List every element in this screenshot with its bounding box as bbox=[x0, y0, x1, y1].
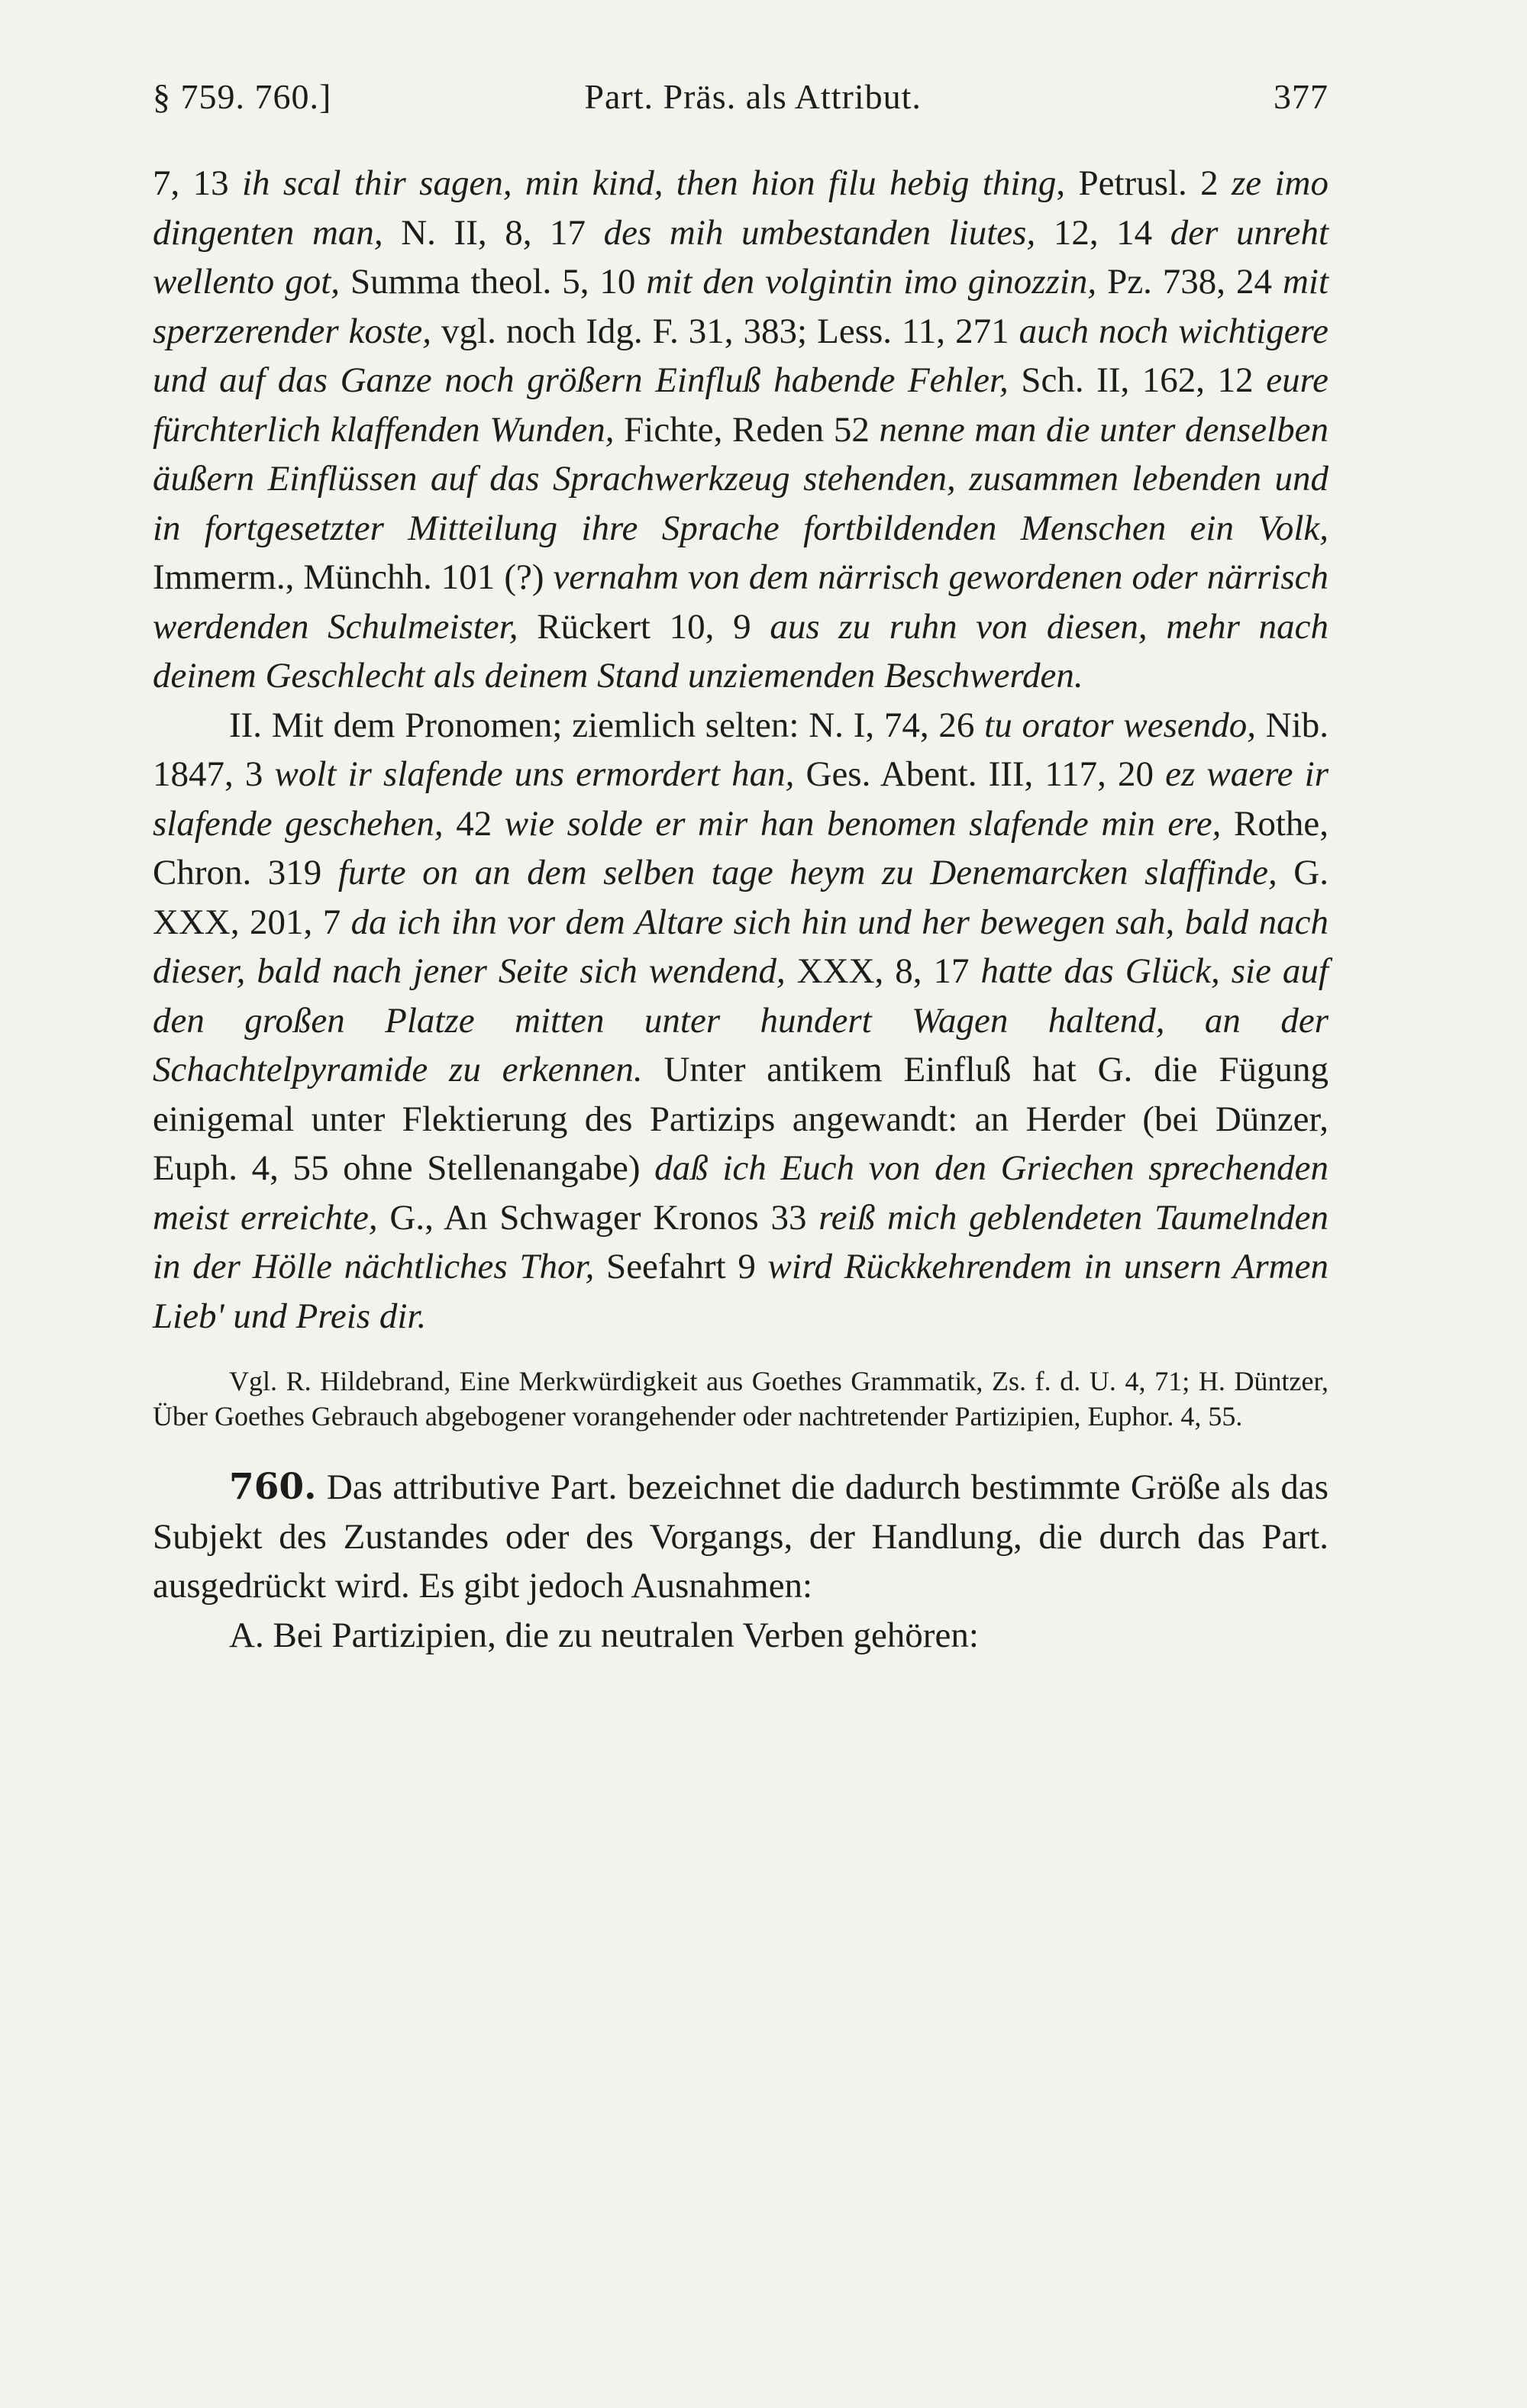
citation-text: G. XXX, 201, 7 bbox=[153, 853, 1328, 942]
quotation-text: daß ich Euch von den Griechen sprechenden meist erreichte, bbox=[153, 1148, 1328, 1238]
citation-text: II. Mit dem Pronomen; ziemlich selten: N. I, 74, 26 bbox=[229, 705, 985, 745]
citation-text: 7, 13 bbox=[153, 163, 242, 203]
note-text: Vgl. R. Hildebrand, Eine Merkwürdigkeit aus Goethes Grammatik, Zs. f. d. U. 4, 71; H. Düntzer, Über Goethes Gebrauch abgebogener vorangehender oder nachtretender Partizipien, Euphor. 4, 55. bbox=[153, 1366, 1328, 1432]
quotation-text: eure fürchterlich klaffenden Wunden, bbox=[153, 360, 1328, 450]
citation-text: 42 bbox=[443, 803, 505, 844]
quotation-text: mit sperzerender koste, bbox=[153, 262, 1329, 351]
citation-text: N. II, 8, 17 bbox=[383, 212, 604, 253]
citation-text: Fichte, Reden 52 bbox=[614, 409, 880, 450]
quotation-text: mit den volgintin imo ginozzin, bbox=[646, 262, 1097, 302]
section-reference: § 759. 760.] bbox=[153, 77, 332, 116]
citation-text: Immerm., Münchh. 101 (?) bbox=[153, 557, 554, 597]
citation-text: 12, 14 bbox=[1035, 212, 1170, 253]
quotation-text: der unreht wellento got, bbox=[153, 212, 1329, 302]
citation-text: XXX, 8, 17 bbox=[785, 951, 981, 991]
citation-text: Ges. Abent. III, 117, 20 bbox=[794, 754, 1166, 794]
footnote-reference bbox=[153, 1364, 1328, 1434]
quotation-text: wie solde er mir han benomen slafende min ere, bbox=[504, 803, 1222, 844]
quotation-text: hatte das Glück, sie auf den großen Platze mitten unter hundert Wagen haltend, an der Schachtelpyramide zu erkennen. bbox=[153, 951, 1328, 1089]
section-760-text: Das attributive Part. bezeichnet die dadurch bestimmte Größe als das Subjekt des Zustandes oder des Vorgangs, der Handlung, die durch das Part. ausgedrückt wird. Es gibt jedoch Ausnahmen: bbox=[153, 1467, 1328, 1606]
quotation-text: wolt ir slafende uns ermordert han, bbox=[274, 754, 795, 794]
section-760 bbox=[153, 1463, 1328, 1660]
paragraph-examples-continued bbox=[153, 159, 1328, 701]
citation-text: Seefahrt 9 bbox=[594, 1247, 768, 1286]
citation-text: Unter antikem Einfluß hat G. die Fügung einigemal unter Flektierung des Partizips angewandt: an Herder (bei Dünzer, Euph. 4, 55 ohne Stellenangabe) bbox=[153, 1050, 1328, 1188]
main-text bbox=[153, 159, 1328, 1341]
quotation-text: ez waere ir slafende geschehen, bbox=[153, 754, 1329, 844]
quotation-text: furte on an dem selben tage heym zu Denemarcken slaffinde, bbox=[337, 853, 1277, 893]
citation-text: Pz. 738, 24 bbox=[1096, 262, 1283, 302]
citation-text: vgl. noch Idg. F. 31, 383; Less. 11, 271 bbox=[431, 311, 1019, 351]
citation-text: Sch. II, 162, 12 bbox=[1008, 360, 1267, 400]
quotation-text: wird Rückkehrendem in unsern Armen Lieb' und Preis dir. bbox=[153, 1247, 1328, 1336]
running-title: Part. Präs. als Attribut. bbox=[584, 77, 922, 116]
quotation-text: auch noch wichtigere und auf das Ganze noch größern Einfluß habende Fehler, bbox=[153, 311, 1329, 400]
paragraph-pronoun bbox=[153, 701, 1328, 1341]
quotation-text: ih scal thir sagen, min kind, then hion filu hebig thing bbox=[241, 163, 1057, 203]
citation-text: G., An Schwager Kronos 33 bbox=[377, 1197, 819, 1238]
quotation-text: da ich ihn vor dem Altare sich hin und her bewegen sah, bald nach dieser, bald nach jener Seite sich wendend, bbox=[153, 902, 1329, 991]
section-760-paragraph bbox=[153, 1463, 1328, 1611]
quotation-text: nenne man die unter denselben äußern Einflüssen auf das Sprachwerkzeug stehenden, zusammen lebenden und in fortgesetzter Mitteilung ihre Sprache fortbildenden Menschen ein Volk, bbox=[153, 409, 1328, 548]
citation-text: Rothe, Chron. 319 bbox=[153, 803, 1328, 893]
paragraph-a: A. Bei Partizipien, die zu neutralen Verben gehören: bbox=[229, 1615, 979, 1655]
running-header bbox=[153, 76, 1328, 130]
citation-text: , Petrusl. 2 bbox=[1056, 163, 1232, 203]
citation-text: Rückert 10, 9 bbox=[518, 606, 770, 647]
quotation-text: vernahm von dem närrisch gewordenen oder närrisch werdenden Schulmeister, bbox=[153, 557, 1329, 647]
quotation-text: des mih umbestanden liutes, bbox=[603, 212, 1036, 253]
citation-text: Nib. 1847, 3 bbox=[153, 705, 1328, 794]
citation-text: Summa theol. 5, 10 bbox=[340, 262, 647, 302]
book-page bbox=[153, 76, 1328, 1660]
section-number: 760. bbox=[229, 1466, 317, 1508]
quotation-text: tu orator wesendo, bbox=[984, 705, 1256, 745]
quotation-text: ze imo dingenten man, bbox=[153, 163, 1329, 253]
quotation-text: aus zu ruhn von diesen, mehr nach deinem Geschlecht als deinem Stand unziemenden Beschwerden. bbox=[153, 606, 1328, 696]
page-number: 377 bbox=[1274, 77, 1328, 116]
quotation-text: reiß mich geblendeten Taumelnden in der Hölle nächtliches Thor, bbox=[153, 1197, 1329, 1286]
